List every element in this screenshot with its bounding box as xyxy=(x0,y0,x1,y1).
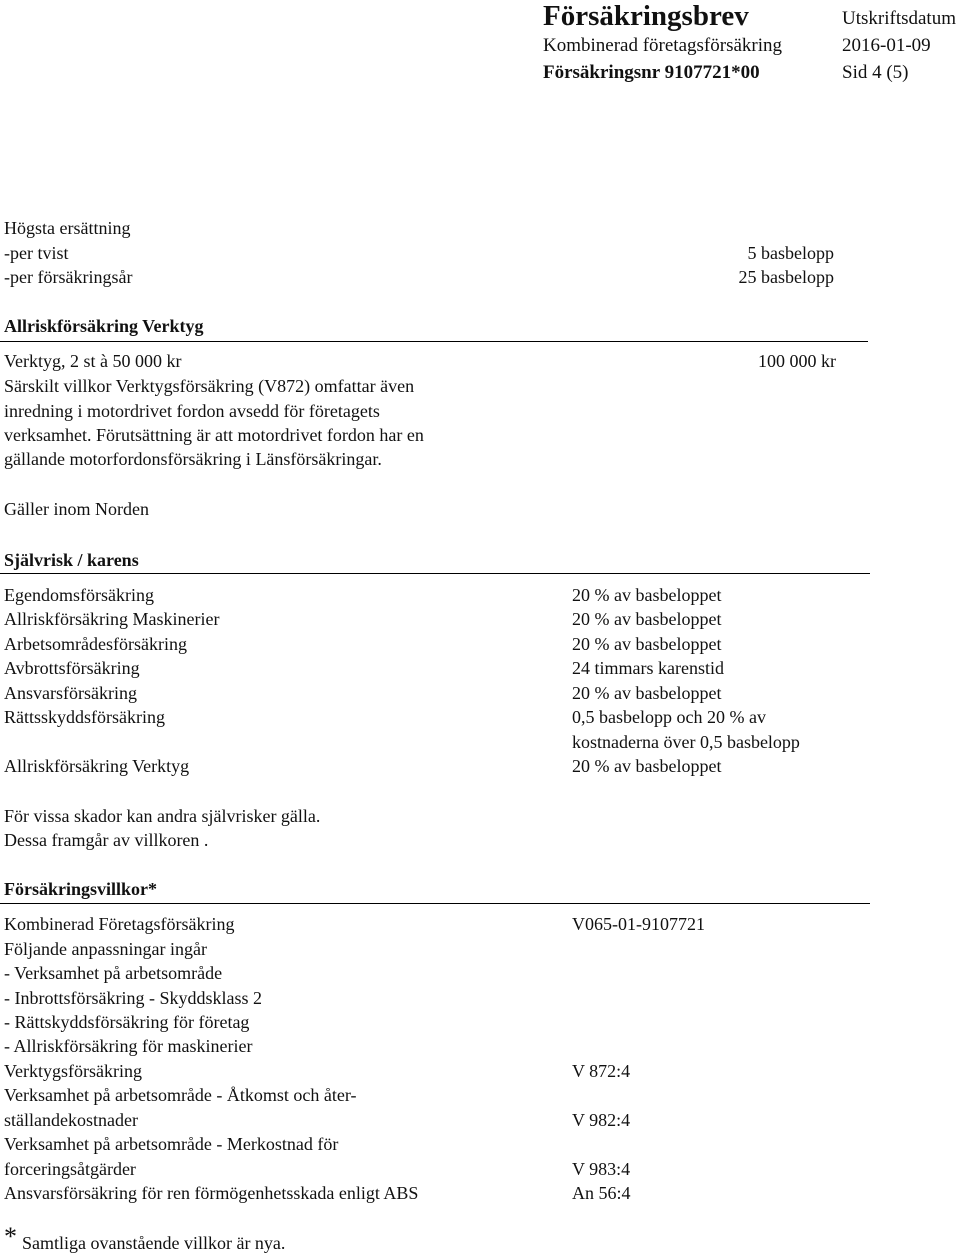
tools-heading: Allriskförsäkring Verktyg xyxy=(4,316,204,336)
max-compensation-heading: Högsta ersättning xyxy=(4,218,131,238)
terms-label: Verktygsförsäkring xyxy=(4,1061,142,1081)
max-comp-label: -per tvist xyxy=(4,243,69,263)
deductible-value-continued: kostnaderna över 0,5 basbelopp xyxy=(572,732,800,752)
tools-line: gällande motorfordonsförsäkring i Länsförsäkringar. xyxy=(4,449,382,469)
terms-label: Följande anpassningar ingår xyxy=(4,939,207,959)
footnote-star: * xyxy=(4,1222,17,1251)
deductible-value: 24 timmars karenstid xyxy=(572,658,724,678)
deductible-heading: Självrisk / karens xyxy=(4,550,139,570)
deductible-label: Arbetsområdesförsäkring xyxy=(4,634,187,654)
policy-number: Försäkringsnr 9107721*00 xyxy=(543,62,760,83)
tools-line: verksamhet. Förutsättning är att motordrivet fordon har en xyxy=(4,425,424,445)
tools-scope: Gäller inom Norden xyxy=(4,499,149,519)
deductible-label: Ansvarsförsäkring xyxy=(4,683,137,703)
terms-label: - Verksamhet på arbetsområde xyxy=(4,963,223,983)
terms-code: An 56:4 xyxy=(572,1183,631,1203)
tools-line: Särskilt villkor Verktygsförsäkring (V872) omfattar även xyxy=(4,376,415,396)
document-subtitle: Kombinerad företagsförsäkring xyxy=(543,35,783,56)
deductible-value: 20 % av basbeloppet xyxy=(572,585,722,605)
print-date: 2016-01-09 xyxy=(842,35,931,56)
terms-code: V065-01-9107721 xyxy=(572,914,705,934)
deductible-note: Dessa framgår av villkoren . xyxy=(4,830,209,850)
max-comp-value: 25 basbelopp xyxy=(738,267,834,287)
deductible-value: 20 % av basbeloppet xyxy=(572,683,722,703)
tools-line: Verktyg, 2 st à 50 000 kr xyxy=(4,351,182,371)
tools-amount: 100 000 kr xyxy=(758,351,836,371)
terms-label: Ansvarsförsäkring för ren förmögenhetsskada enligt ABS xyxy=(4,1183,419,1203)
terms-heading: Försäkringsvillkor* xyxy=(4,879,158,899)
section-divider xyxy=(0,341,868,342)
deductible-label: Allriskförsäkring Verktyg xyxy=(4,756,190,776)
terms-label: Verksamhet på arbetsområde - Merkostnad för xyxy=(4,1134,339,1154)
footnote-text: Samtliga ovanstående villkor är nya. xyxy=(22,1233,286,1253)
deductible-label: Allriskförsäkring Maskinerier xyxy=(4,609,220,629)
terms-label: forceringsåtgärder xyxy=(4,1159,136,1179)
terms-label: Kombinerad Företagsförsäkring xyxy=(4,914,235,934)
terms-code: V 982:4 xyxy=(572,1110,631,1130)
page-number: Sid 4 (5) xyxy=(842,62,909,83)
deductible-note: För vissa skador kan andra självrisker gälla. xyxy=(4,806,321,826)
tools-line: inredning i motordrivet fordon avsedd för företagets xyxy=(4,401,380,421)
deductible-label: Avbrottsförsäkring xyxy=(4,658,140,678)
max-comp-label: -per försäkringsår xyxy=(4,267,133,287)
document-title: Försäkringsbrev xyxy=(543,0,749,32)
terms-code: V 983:4 xyxy=(572,1159,631,1179)
terms-label: - Inbrottsförsäkring - Skyddsklass 2 xyxy=(4,988,262,1008)
terms-label: - Allriskförsäkring för maskinerier xyxy=(4,1036,253,1056)
deductible-value: 20 % av basbeloppet xyxy=(572,609,722,629)
deductible-label: Rättsskyddsförsäkring xyxy=(4,707,165,727)
deductible-value: 0,5 basbelopp och 20 % av xyxy=(572,707,766,727)
deductible-value: 20 % av basbeloppet xyxy=(572,756,722,776)
section-divider xyxy=(0,573,870,574)
print-date-label: Utskriftsdatum xyxy=(842,8,956,29)
terms-label: - Rättskyddsförsäkring för företag xyxy=(4,1012,250,1032)
terms-code: V 872:4 xyxy=(572,1061,631,1081)
section-divider xyxy=(0,903,870,904)
deductible-label: Egendomsförsäkring xyxy=(4,585,154,605)
deductible-value: 20 % av basbeloppet xyxy=(572,634,722,654)
terms-label: Verksamhet på arbetsområde - Åtkomst och åter- xyxy=(4,1085,357,1105)
max-comp-value: 5 basbelopp xyxy=(747,243,834,263)
terms-label: ställandekostnader xyxy=(4,1110,138,1130)
